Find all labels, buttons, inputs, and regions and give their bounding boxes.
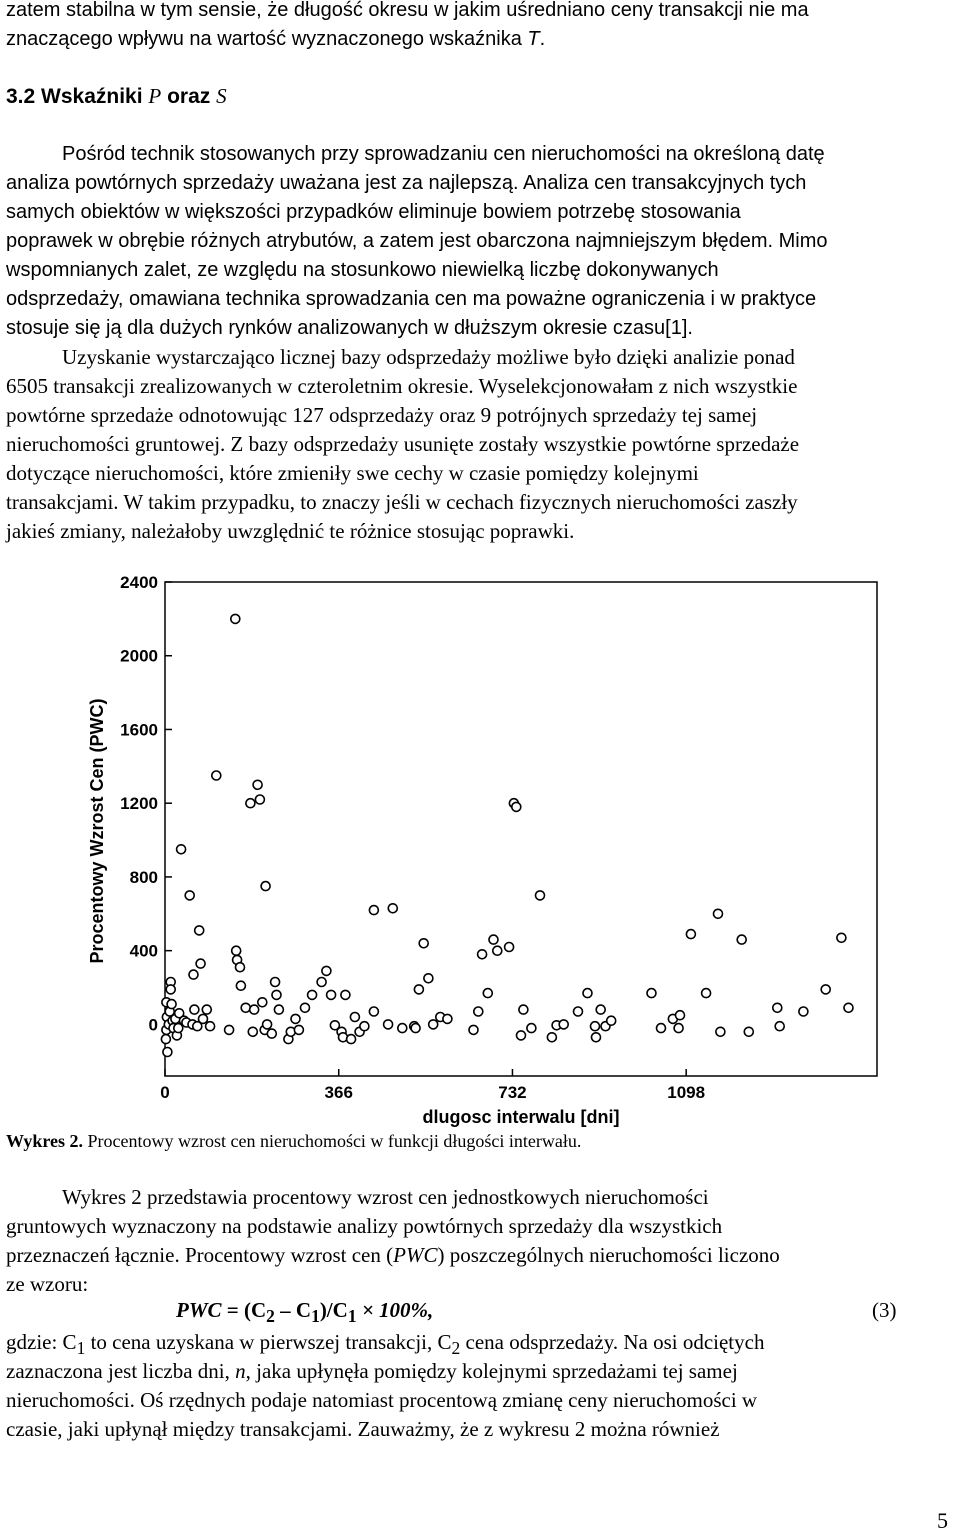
y-tick-label: 400	[129, 941, 158, 961]
data-point	[414, 985, 423, 994]
data-point	[527, 1024, 536, 1033]
data-point	[248, 1027, 257, 1036]
text-line: Wykres 2 przedstawia procentowy wzrost cen jednostkowych nieruchomości	[62, 1185, 709, 1209]
data-point	[519, 1005, 528, 1014]
data-point	[821, 985, 830, 994]
x-tick-label: 0	[160, 1083, 170, 1102]
data-point	[231, 614, 240, 623]
data-point	[258, 998, 267, 1007]
text-segment: znaczącego wpływu na wartość wyznaczonego wskaźnika	[6, 28, 528, 50]
data-point	[443, 1014, 452, 1023]
page-number: 5	[937, 1508, 948, 1533]
data-point	[505, 943, 514, 952]
data-point	[253, 780, 262, 789]
data-point	[360, 1022, 369, 1031]
data-point	[478, 950, 487, 959]
data-point	[419, 939, 428, 948]
data-point	[206, 1022, 215, 1031]
formula-part: – C	[274, 1298, 312, 1322]
data-point	[547, 1033, 556, 1042]
variable: T	[527, 28, 540, 50]
y-axis-ticks	[120, 573, 172, 1034]
data-point	[177, 845, 186, 854]
data-point	[250, 1005, 259, 1014]
text-line: samych obiektów w większości przypadków eliminuje bowiem potrzebę stosowania	[6, 201, 741, 223]
data-point	[294, 1025, 303, 1034]
text-line: powtórne sprzedaże odnotowując 127 odsprzedaży oraz 9 potrójnych sprzedaży tej samej	[6, 403, 758, 427]
data-point	[596, 1005, 605, 1014]
text-segment: , jaka upłynęła pomiędzy kolejnymi sprzedażami tej samej	[245, 1359, 738, 1383]
text-segment: cena odsprzedaży. Na osi odciętych	[460, 1330, 765, 1354]
heading-text: 3.2 Wskaźniki	[6, 85, 149, 108]
data-point	[574, 1007, 583, 1016]
text-line: analiza powtórnych sprzedaży uważana jest za najlepszą. Analiza cen transakcyjnych tych	[6, 172, 807, 194]
data-point	[583, 989, 592, 998]
data-point	[189, 970, 198, 979]
data-point	[246, 799, 255, 808]
text-line	[6, 25, 545, 54]
text-line: czasie, jaki upłynął między transakcjami. Zauważmy, że z wykresu 2 można również	[6, 1417, 720, 1441]
data-point	[512, 802, 521, 811]
x-tick-label: 732	[498, 1083, 527, 1102]
text-line: 6505 transakcji zrealizowanych w czteroletnim okresie. Wyselekcjonowałam z nich wszystkie	[6, 374, 798, 398]
figure-caption	[6, 1127, 581, 1156]
data-point	[347, 1035, 356, 1044]
text-segment: gdzie: C	[6, 1330, 77, 1354]
text-line: zatem stabilna w tym sensie, że długość okresu w jakim uśredniano ceny transakcji nie ma	[6, 0, 809, 21]
data-point	[411, 1024, 420, 1033]
data-point	[483, 989, 492, 998]
formula	[176, 1298, 433, 1327]
data-point	[185, 891, 194, 900]
data-point	[647, 989, 656, 998]
scatter-chart	[60, 566, 900, 1132]
data-point	[232, 946, 241, 955]
text-line: nieruchomości gruntowej. Z bazy odsprzedaży usunięte zostały wszystkie powtórne sprzedaże	[6, 432, 800, 456]
formula-sub: 2	[266, 1306, 275, 1327]
data-point	[271, 978, 280, 987]
data-point	[469, 1025, 478, 1034]
text-segment: zaznaczona jest liczba dni,	[6, 1359, 236, 1383]
data-point	[517, 1031, 526, 1040]
data-point	[291, 1014, 300, 1023]
text-line: Uzyskanie wystarczająco licznej bazy odsprzedaży możliwe było dzięki analizie ponad	[62, 345, 795, 369]
heading-text: oraz	[161, 85, 217, 108]
y-tick-label: 1600	[120, 720, 158, 740]
data-point	[161, 1035, 170, 1044]
text-line: ze wzoru:	[6, 1272, 89, 1296]
subscript: 1	[76, 1338, 86, 1359]
data-point	[429, 1020, 438, 1029]
data-point	[369, 1007, 378, 1016]
data-point	[674, 1024, 683, 1033]
caption-text: Procentowy wzrost cen nieruchomości w funkcji długości interwału.	[83, 1131, 582, 1151]
data-point	[267, 1029, 276, 1038]
data-point	[591, 1022, 600, 1031]
data-point	[369, 906, 378, 915]
data-point	[424, 974, 433, 983]
data-point	[474, 1007, 483, 1016]
variable: S	[216, 84, 227, 108]
text-segment: ) poszczególnych nieruchomości liczono	[437, 1243, 780, 1267]
text-line: dotyczące nieruchomości, które zmieniły swe cechy w czasie pomiędzy kolejnymi	[6, 461, 699, 485]
data-point	[301, 1003, 310, 1012]
data-point	[255, 795, 264, 804]
text-line: odsprzedaży, omawiana technika sprowadzania cen ma poważne ograniczenia i w praktyce	[6, 288, 817, 310]
data-point	[493, 946, 502, 955]
data-point	[167, 1000, 176, 1009]
data-point	[398, 1024, 407, 1033]
data-point	[350, 1013, 359, 1022]
data-point	[308, 990, 317, 999]
formula-sub: 1	[311, 1306, 320, 1327]
data-point	[657, 1024, 666, 1033]
data-point	[225, 1025, 234, 1034]
data-point	[190, 1005, 199, 1014]
data-point	[607, 1016, 616, 1025]
plot-frame	[165, 582, 877, 1076]
y-tick-label: 2000	[120, 646, 158, 666]
data-point	[272, 990, 281, 999]
text-segment: .	[539, 28, 546, 50]
formula-part: )/C	[319, 1298, 348, 1322]
data-point	[737, 935, 746, 944]
data-point	[263, 1020, 272, 1029]
subscript: 2	[451, 1338, 461, 1359]
data-point	[714, 909, 723, 918]
variable: n	[235, 1359, 246, 1383]
text-line	[6, 1357, 738, 1386]
data-point	[236, 981, 245, 990]
data-point	[202, 1005, 211, 1014]
caption-label: Wykres 2.	[6, 1131, 84, 1151]
text-line: poprawek w obrębie różnych atrybutów, a zatem jest obarczona najmniejszym błędem. Mimo	[6, 230, 828, 252]
data-point	[773, 1003, 782, 1012]
data-point	[744, 1027, 753, 1036]
data-point	[388, 904, 397, 913]
data-point	[686, 930, 695, 939]
variable: P	[148, 84, 162, 108]
formula-sub: 1	[347, 1306, 357, 1327]
x-axis-label: dlugosc interwalu [dni]	[422, 1107, 620, 1127]
data-point	[327, 990, 336, 999]
x-tick-label: 1098	[667, 1083, 706, 1102]
x-tick-label: 366	[324, 1083, 353, 1102]
text-line: Pośród technik stosowanych przy sprowadzaniu cen nieruchomości na określoną datę	[62, 143, 825, 165]
data-points	[161, 614, 853, 1056]
data-point	[837, 933, 846, 942]
data-point	[716, 1027, 725, 1036]
text-line: stosuje się ją dla dużych rynków analizowanych w dłuższym okresie czasu[1].	[6, 317, 693, 339]
x-axis-ticks	[160, 1069, 705, 1102]
data-point	[241, 1003, 250, 1012]
data-point	[676, 1011, 685, 1020]
y-axis-label: Procentowy Wzrost Cen (PWC)	[87, 698, 107, 964]
data-point	[559, 1020, 568, 1029]
data-point	[166, 985, 175, 994]
text-line: jakieś zmiany, należałoby uwzględnić te różnice stosując poprawki.	[6, 519, 575, 543]
data-point	[384, 1020, 393, 1029]
data-point	[163, 1048, 172, 1057]
data-point	[212, 771, 221, 780]
data-point	[489, 935, 498, 944]
y-tick-label: 1200	[120, 794, 158, 814]
data-point	[322, 966, 331, 975]
data-point	[775, 1022, 784, 1031]
y-tick-label: 0	[148, 1015, 158, 1035]
data-point	[261, 882, 270, 891]
text-line: nieruchomości. Oś rzędnych podaje natomiast procentową zmianę ceny nieruchomości w	[6, 1388, 758, 1412]
text-segment: przeznaczeń łącznie. Procentowy wzrost cen (	[6, 1243, 394, 1267]
y-tick-label: 800	[129, 867, 158, 887]
text-segment: to cena uzyskana w pierwszej transakcji, C	[85, 1330, 452, 1354]
data-point	[536, 891, 545, 900]
data-point	[236, 963, 245, 972]
data-point	[341, 990, 350, 999]
data-point	[799, 1007, 808, 1016]
data-point	[195, 926, 204, 935]
data-point	[196, 959, 205, 968]
y-tick-label: 2400	[120, 573, 158, 592]
data-point	[317, 978, 326, 987]
data-point	[844, 1003, 853, 1012]
data-point	[702, 989, 711, 998]
text-line: transakcjami. W takim przypadku, to znaczy jeśli w cechach fizycznych nieruchomości zaszły	[6, 490, 798, 514]
data-point	[199, 1014, 208, 1023]
data-point	[274, 1005, 283, 1014]
equation-number: (3)	[872, 1298, 897, 1322]
formula-var: PWC	[176, 1298, 222, 1322]
formula-part: × 100%,	[356, 1298, 434, 1322]
text-line: gruntowych wyznaczony na podstawie analizy powtórnych sprzedaży dla wszystkich	[6, 1214, 723, 1238]
text-line: wspomnianych zalet, ze względu na stosunkowo niewielką liczbę dokonywanych	[6, 259, 719, 281]
text-line	[6, 1241, 780, 1270]
formula-part: = (C	[221, 1298, 267, 1322]
variable: PWC	[393, 1243, 438, 1267]
section-heading	[6, 82, 227, 111]
data-point	[592, 1033, 601, 1042]
